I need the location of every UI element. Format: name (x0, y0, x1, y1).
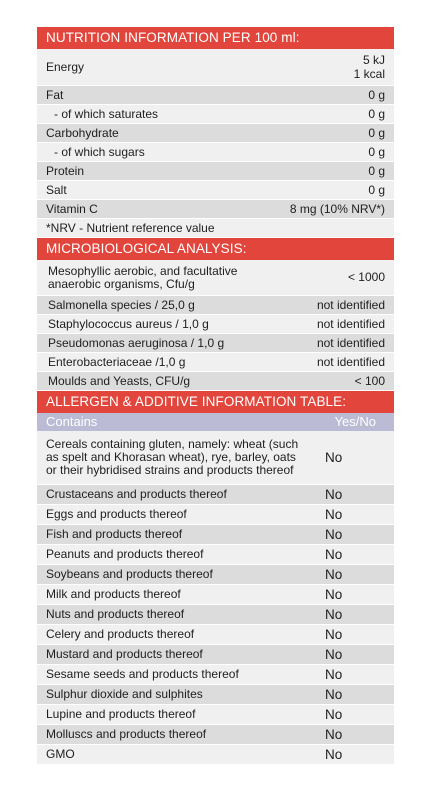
micro-label (46, 265, 237, 291)
micro-value: < 1000 (347, 270, 385, 284)
allergen-label: Mustard and products thereof (46, 647, 203, 661)
allergen-value: No (325, 667, 343, 682)
nutrition-value (354, 53, 385, 81)
allergen-value: No (325, 487, 343, 502)
allergen-value: No (325, 647, 343, 662)
allergen-row-cereals (37, 431, 394, 485)
nutrition-label: - of which sugars (54, 144, 145, 159)
allergen-value: No (325, 567, 343, 582)
allergen-label: Eggs and products thereof (46, 507, 187, 521)
yes-no-column-label: Yes/No (334, 414, 376, 429)
micro-value: not identified (316, 297, 385, 312)
allergen-row-lupine (37, 705, 394, 725)
nutrition-value: 0 g (368, 125, 385, 140)
nutrition-label: Carbohydrate (46, 125, 119, 140)
allergen-label: Nuts and products thereof (46, 607, 185, 621)
allergen-value: No (325, 587, 343, 602)
allergen-label-line1: Cereals containing gluten, namely: wheat (such (46, 437, 299, 451)
micro-label: Moulds and Yeasts, CFU/g (48, 373, 191, 388)
nutrition-value: 0 g (368, 182, 385, 197)
allergen-row-nuts (37, 605, 394, 625)
allergen-value: No (325, 747, 343, 762)
allergen-value: No (325, 627, 343, 642)
allergen-header: ALLERGEN & ADDITIVE INFORMATION TABLE: (37, 391, 394, 413)
micro-row-mesophyllic (37, 260, 394, 296)
allergen-label: Sulphur dioxide and sulphites (46, 687, 203, 701)
nutrition-row-saturates (37, 105, 394, 124)
allergen-row-fish (37, 525, 394, 545)
nutrition-row-fat (37, 86, 394, 105)
allergen-value: No (325, 727, 343, 742)
nutrition-label: Fat (46, 87, 64, 102)
allergen-row-soybeans (37, 565, 394, 585)
allergen-value: No (325, 507, 343, 522)
nutrition-label: - of which saturates (54, 106, 159, 121)
micro-label: Salmonella species / 25,0 g (48, 297, 195, 312)
micro-row-salmonella (37, 296, 394, 315)
allergen-label: Sesame seeds and products thereof (46, 667, 239, 681)
allergen-row-crustaceans (37, 485, 394, 505)
allergen-row-celery (37, 625, 394, 645)
micro-header: MICROBIOLOGICAL ANALYSIS: (37, 238, 394, 260)
micro-label: Staphylococcus aureus / 1,0 g (48, 316, 209, 331)
allergen-label: Celery and products thereof (46, 627, 195, 641)
allergen-value: No (325, 707, 343, 722)
nutrition-value: 0 g (368, 106, 385, 121)
nutrition-row-protein (37, 162, 394, 181)
micro-label: Pseudomonas aeruginosa / 1,0 g (48, 335, 225, 350)
nutrition-label: Salt (46, 182, 67, 197)
nutrition-row-sugars (37, 143, 394, 162)
allergen-label: Milk and products thereof (46, 587, 181, 601)
allergen-value: No (325, 607, 343, 622)
micro-value: < 100 (354, 373, 385, 388)
nutrition-row-carbohydrate (37, 124, 394, 143)
allergen-label: Molluscs and products thereof (46, 727, 207, 741)
contains-column-label: Contains (46, 414, 98, 429)
allergen-value: No (325, 687, 343, 702)
nutrition-value: 8 mg (10% NRV*) (289, 201, 385, 216)
nutrition-row-energy (37, 49, 394, 86)
nutrition-row-vitamin-c (37, 200, 394, 219)
allergen-value: No (325, 450, 343, 465)
nutrition-value: 0 g (368, 163, 385, 178)
allergen-label: Fish and products thereof (46, 527, 183, 541)
micro-row-pseudomonas (37, 334, 394, 353)
allergen-row-milk (37, 585, 394, 605)
allergen-row-molluscs (37, 725, 394, 745)
allergen-column-header (37, 413, 394, 431)
info-table (37, 27, 394, 765)
micro-row-enterobacteriaceae (37, 353, 394, 372)
nrv-footnote: *NRV - Nutrient reference value (46, 220, 215, 235)
micro-value: not identified (316, 335, 385, 350)
allergen-label: Peanuts and products thereof (46, 547, 204, 561)
allergen-label: Crustaceans and products thereof (46, 487, 227, 501)
allergen-row-sesame (37, 665, 394, 685)
nutrition-value: 0 g (368, 144, 385, 159)
nutrition-label: Energy (46, 59, 85, 74)
micro-label-line2: anaerobic organisms, Cfu/g (48, 276, 195, 291)
allergen-label-line3: or their hybridised strains and products thereof (46, 463, 294, 477)
allergen-value: No (325, 547, 343, 562)
micro-label: Enterobacteriaceae /1,0 g (48, 354, 186, 369)
allergen-row-mustard (37, 645, 394, 665)
micro-row-moulds-yeasts (37, 372, 394, 391)
nutrition-label: Protein (46, 163, 85, 178)
energy-kj: 5 kJ (362, 53, 385, 67)
allergen-label: Soybeans and products thereof (46, 567, 213, 581)
nutrition-label: Vitamin C (46, 201, 98, 216)
allergen-label-line2: as spelt and Khorasan wheat), rye, barley, oats (46, 450, 296, 464)
micro-label-line1: Mesophyllic aerobic, and facultative (48, 263, 238, 278)
allergen-label (46, 438, 298, 477)
nutrition-header: NUTRITION INFORMATION PER 100 ml: (37, 27, 394, 49)
micro-value: not identified (316, 316, 385, 331)
micro-value: not identified (316, 354, 385, 369)
nutrition-value: 0 g (368, 87, 385, 102)
nutrition-row-salt (37, 181, 394, 200)
allergen-row-peanuts (37, 545, 394, 565)
allergen-value: No (325, 527, 343, 542)
allergen-row-sulphites (37, 685, 394, 705)
allergen-row-gmo (37, 745, 394, 765)
allergen-label: Lupine and products thereof (46, 707, 196, 721)
allergen-row-eggs (37, 505, 394, 525)
energy-kcal: 1 kcal (353, 67, 385, 81)
nutrition-footnote-row (37, 219, 394, 238)
allergen-label: GMO (46, 747, 75, 761)
micro-row-staphylococcus (37, 315, 394, 334)
